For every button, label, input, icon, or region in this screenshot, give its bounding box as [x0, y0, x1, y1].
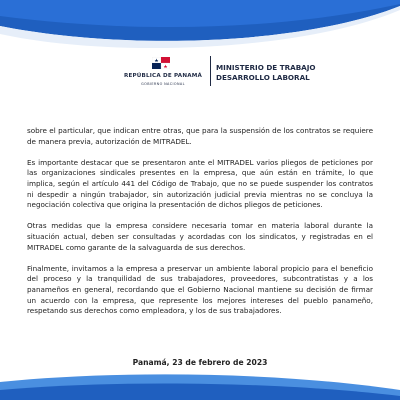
statement-body — [27, 126, 373, 327]
government-label: GOBIERNO NACIONAL — [141, 82, 185, 86]
paragraph: Otras medidas que la empresa considere necesaria tomar en materia laboral durante la situación actual, deben ser consultadas y acordadas con los sindicatos, y registradas en el MITRADEL como garante de la salvaguarda de sus derechos. — [27, 221, 373, 252]
paragraph: sobre el particular, que indican entre otras, que para la suspensión de los contratos se requiere de manera previa, autorización de MITRADEL. — [27, 126, 373, 146]
statement-date: Panamá, 23 de febrero de 2023 — [132, 358, 268, 367]
country-name: REPÚBLICA DE PANAMÁ — [123, 73, 203, 79]
paragraph: Finalmente, invitamos a la empresa a preservar un ambiente laboral propicio para el beneficio del proceso y la tranquilidad de sus trabajadores, proveedores, subcontratistas y a los panameños en general, recordando que el Gobierno Nacional mantiene su decisión de firmar un acuerdo con la empresa, que represente los mejores intereses del pueblo panameño, respetando sus derechos como empleadora, y los de sus trabajadores. — [27, 263, 373, 316]
letterhead — [0, 50, 400, 90]
header-divider — [210, 56, 211, 86]
ministry-title — [216, 63, 326, 82]
ministry-line-1: MINISTERIO DE TRABAJO — [216, 63, 316, 72]
footer-wave-decoration — [0, 360, 400, 400]
paragraph: Es importante destacar que se presentaron ante el MITRADEL varios pliegos de peticiones por las organizaciones sindicales presentes en la empresa, que aún están en trámite, lo que implica, según el artículo 441 del Código de Trabajo, que no se puede suspender los contratos ni despedir a ningún trabajador, sin autorización judicial previa mientras no se concluya la negociación colectiva que origina la presentación de dichos pliegos de peticiones. — [27, 157, 373, 210]
ministry-line-2: DESARROLLO LABORAL — [216, 72, 310, 82]
panama-flag-icon — [152, 57, 170, 69]
